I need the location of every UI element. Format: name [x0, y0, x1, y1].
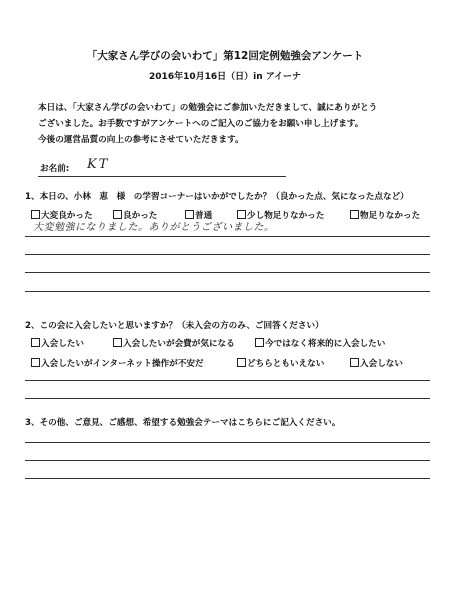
option-label: 入会したい [41, 339, 84, 349]
intro-text [38, 100, 438, 148]
option-label: 今ではなく将来的に入会したい [265, 339, 386, 349]
checkbox[interactable] [31, 358, 40, 367]
answer-line [25, 272, 430, 273]
q2-option-not-join[interactable] [350, 357, 403, 369]
option-label: 良かった [123, 211, 158, 221]
checkbox[interactable] [350, 358, 359, 367]
q2-option-undecided[interactable] [237, 357, 324, 369]
answer-line [25, 291, 430, 292]
option-label: 普通 [195, 211, 213, 221]
option-label: 大変良かった [41, 211, 93, 221]
answer-line [25, 236, 430, 237]
checkbox[interactable] [113, 338, 122, 347]
q2-option-join[interactable] [31, 337, 84, 349]
intro-line: 今後の運営品質の向上の参考にさせていただきます。 [38, 135, 244, 145]
answer-line [25, 460, 430, 461]
option-label: 入会したいが会費が気になる [123, 339, 235, 349]
q1-answer-field[interactable]: 大変勉強になりました。ありがとうございました。 [33, 222, 275, 233]
checkbox[interactable] [255, 338, 264, 347]
answer-line [25, 380, 430, 381]
checkbox[interactable] [31, 338, 40, 347]
option-label: 入会したいがインターネット操作が不安だ [41, 359, 204, 369]
checkbox[interactable] [237, 358, 246, 367]
question-3-text: 3、その他、ご意見、ご感想、希望する勉強会テーマはこちらにご記入ください。 [25, 418, 341, 428]
name-label: お名前: [40, 164, 70, 174]
checkbox[interactable] [350, 210, 359, 219]
form-title: 「大家さん学びの会いわて」第12回定例勉強会アンケート [86, 50, 364, 62]
intro-line: 本日は、「大家さん学びの会いわて」の勉強会にご参加いただきまして、誠にありがとう [38, 103, 378, 113]
answer-line [25, 398, 430, 399]
answer-line [25, 478, 430, 479]
q2-option-join-internet-concern[interactable] [31, 357, 204, 369]
answer-line [25, 254, 430, 255]
option-label: 物足りなかった [360, 211, 421, 221]
intro-line: ございました。お手数ですがアンケートへのご記入のご協力をお願い申し上げます。 [38, 119, 364, 129]
question-2-text: 2、この会に入会したいと思いますか？（未入会の方のみ、ご回答ください） [25, 321, 324, 331]
question-1-text: 1、本日の、小林 恵 様 の学習コーナーはいかがでしたか？（良かった点、気になった点など） [25, 192, 409, 202]
q2-option-join-later[interactable] [255, 337, 385, 349]
q1-option-lacking[interactable] [350, 209, 420, 221]
name-underline [38, 176, 286, 177]
name-field[interactable]: KT [87, 157, 110, 172]
option-label: どちらともいえない [247, 359, 325, 369]
form-date: 2016年10月16日（日）in アイーナ [149, 72, 301, 82]
option-label: 少し物足りなかった [247, 211, 325, 221]
option-label: 入会しない [360, 359, 403, 369]
answer-line [25, 442, 430, 443]
q2-option-join-fee-concern[interactable] [113, 337, 235, 349]
